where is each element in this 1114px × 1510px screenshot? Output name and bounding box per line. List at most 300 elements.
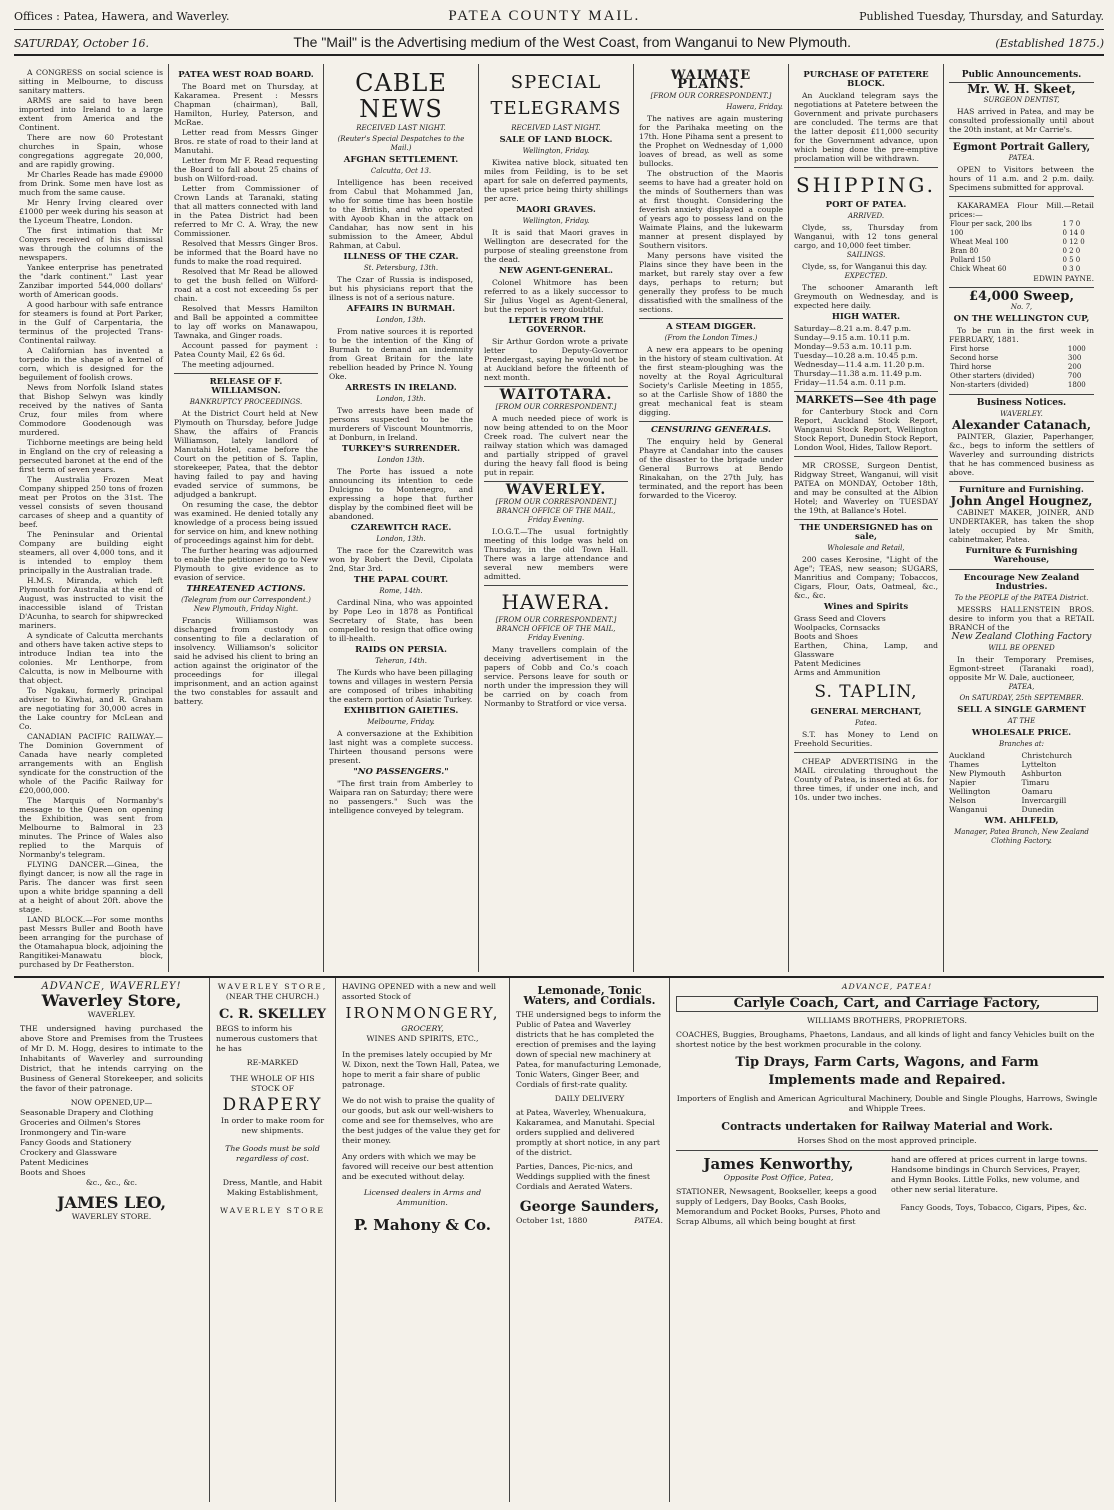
markets-heading: MARKETS—See 4th page [795,395,937,406]
advert-name: Waverley Store, [41,991,182,1010]
advert-text: In order to make room for new shipments. [220,1116,325,1135]
advert-wines: WINES AND SPIRITS, ETC., [366,1034,479,1043]
sell-at: AT THE [1007,717,1036,725]
divider [794,456,938,457]
lower-advertisements [14,976,1104,1502]
sweep-text: To be run in the first week in FEBRUARY, 1881. [949,326,1094,344]
cable-item-dateline: Calcutta, Oct 13. [370,167,432,175]
telegram-text: It is said that Maori graves in Wellington are desecrated for the purpose of stealing greenstone from the dead. [484,228,628,264]
offices-line: Offices : Patea, Hawera, and Waverley. [14,10,230,23]
advert-licensed: Licensed dealers in Arms and Ammunition. [363,1188,482,1207]
divider [949,138,1094,139]
branch-item: Napier [949,778,976,787]
column-cable-news [324,64,479,972]
news-brief: The Peninsular and Oriental Company are building eight steamers, all over 4,000 tons, and it is intended to employ them principally in the Australian trade. [19,530,163,575]
telegram-item [484,267,628,314]
table-row [949,238,1094,247]
table-cell: Bran 80 [950,247,979,255]
cable-item-heading: TURKEY'S SURRENDER. [341,444,461,454]
list-item: Fancy Goods and Stationery [20,1138,132,1147]
wholesale-label: Wholesale and Retail, [827,544,905,552]
cable-item-dateline: London, 13th. [376,395,426,403]
advert-text: Any orders with which we may be favored will receive our best attention and be executed without delay. [342,1152,494,1181]
article-paragraph: The obstruction of the Maoris seems to have had a greater hold on the minds of Southerners than was at first thought. Considering the feverish anxiety displayed a couple of years ago to possess land on the Waimate Plains, and the lukewarm manner at present displayed by Southern visitors. [639,169,783,250]
telegram-heading: MAORI GRAVES. [516,205,596,215]
cable-item [329,253,473,302]
waverley-text: I.O.G.T.—The usual fortnightly meeting of this lodge was held on Thursday, in the old Town Hall. There was a large attendance and several new members were admitted. [484,527,628,581]
advert-implements: Implements made and Repaired. [768,1073,1006,1088]
advert-text: STATIONER, Newsagent, Bookseller, keeps a good supply of Ledgers, Day Books, Cash Books, Memorandum and Pocket Books, Purses, Photo and Scrap Albums, all which being bought at first [676,1187,881,1226]
telegram-text: Colonel Whitmore has been referred to as a likely successor to Sir Julius Vogel as Agent-General, but the report is very doubtful. [484,278,628,314]
table-cell: 0 12 0 [1062,238,1085,246]
advert-address: Opposite Post Office, Patea, [723,1173,834,1182]
prize-table [949,345,1094,390]
article-paragraph: Letter read from Messrs Ginger Bros. re state of road to their land at Manutahi. [174,128,318,155]
advert-name: C. R. SKELLEY [218,1007,327,1022]
table-cell: 100 [950,229,964,237]
furniture-heading: Furniture and Furnishing. [959,485,1084,495]
news-brief: The Australia Frozen Meat Company shipped 250 tons of frozen meat per Protos on the 31st. The vessel consists of seven thousand carcases of sheep and a quantity of beef. [19,475,163,529]
cable-item-text: From native sources it is reported to be the intention of the King of Burmah to demand an indemnity from Great Britain for the late rebellion headed by Prince N. Young Oke. [329,327,473,381]
high-water-row: Tuesday—10.28 a.m. 10.45 p.m. [794,351,918,360]
cable-item [329,707,473,765]
cable-item-heading: ILLNESS OF THE CZAR. [343,252,459,262]
egmont-town: PATEA. [1008,154,1035,162]
waimate-heading: WAIMATE PLAINS. [670,68,752,92]
hallenstein-text: MESSRS HALLENSTEIN BROS. desire to inform you that a RETAIL BRANCH of the [949,605,1094,632]
opened-text: In their Temporary Premises, Egmont-street (Taranaki road), opposite Mr W. Dale, auctioneer, [949,655,1094,682]
shipping-heading: SHIPPING. [796,173,936,197]
advert-text: In the premises lately occupied by Mr W. Dixon, next the Town Hall, Patea, we hope to merit a fair share of public patronage. [342,1050,500,1089]
branch-item: Dunedin [1021,805,1055,814]
telegram-dateline: Wellington, Friday. [522,147,590,155]
table-cell: First horse [950,345,989,353]
divider [484,585,628,586]
ahlfeld-name: WM. AHLFELD, [984,816,1059,826]
table-cell: 0 5 0 [1062,256,1081,264]
table-cell: 700 [1067,372,1082,380]
cable-item-dateline: London 13th. [377,456,425,464]
column-shipping [789,64,944,972]
cheap-advertising: CHEAP ADVERTISING in the MAIL circulating throughout the County of Patea, is inserted at 6s. for three times, if under one inch, and 10s. under two inches. [794,757,938,802]
cable-item-text: The Porte has issued a note announcing its intention to cede Dulcigno to Montenegro, and expressing a hope that further display by the combined fleet will be abandoned. [329,467,473,521]
divider [794,752,938,753]
opened-town: PATEA, [1008,683,1035,691]
article-paragraph: Resolved that Messrs Ginger Bros. be informed that the Board have no funds to make the road required. [174,239,318,266]
list-item: Ironmongery and Tin-ware [20,1128,127,1137]
advert-text: at Patea, Waverley, Whenuakura, Kakaramea, and Manutahi. Special orders supplied and delivered promptly at short notice, in any part of the district. [516,1108,660,1157]
taplin-name: S. TAPLIN, [814,682,918,702]
advert-text: COACHES, Buggies, Broughams, Phaetons, Landaus, and all kinds of light and fancy Vehicles built on the shortest notice by the best workmen procurable in the colony. [676,1030,1095,1049]
warehouse-label: Furniture & Furnishing Warehouse, [965,546,1078,565]
advert-mahony [336,978,510,1502]
taplin-town: Patea. [855,719,877,727]
table-cell: Pollard 150 [950,256,991,264]
table-row [949,363,1094,372]
issue-date: SATURDAY, October 16. [14,37,149,50]
wholesale-price: WHOLESALE PRICE. [971,728,1072,738]
branch-list [949,751,1094,814]
table-row [949,247,1094,256]
table-cell: 0 3 0 [1062,265,1081,273]
news-brief: A CONGRESS on social science is sitting in Melbourne, to discuss sanitary matters. [19,68,163,95]
branch-item: Lyttelton [1021,760,1057,769]
waverley-heading: WAVERLEY. [505,482,607,498]
branch-item: Wanganui [949,805,988,814]
cable-item-text: A conversazione at the Exhibition last night was a complete success. Thirteen thousand persons were present. [329,729,473,765]
cable-item-dateline: Teheran, 14th. [375,657,427,665]
upper-columns [14,64,1104,972]
list-item: Arms and Ammunition [794,668,881,677]
advert-ironmongery: IRONMONGERY, [345,1004,500,1022]
cable-news-heading: CABLE NEWS [355,69,447,123]
port-heading: PORT OF PATEA. [825,200,907,210]
table-cell: 1000 [1067,345,1086,353]
skeet-text: HAS arrived in Patea, and may be consulted professionally until about the 20th instant, at Mr Carrie's. [949,107,1094,134]
cable-item-heading: THE PAPAL COURT. [353,575,449,585]
cable-item-dateline: Rome, 14th. [379,587,423,595]
arrived-text: Clyde, ss, Thursday from Wanganui, with 12 tons general cargo, and 10,000 feet timber. [794,223,938,250]
list-item: Grass Seed and Clovers [794,614,886,623]
article-paragraph: Letter from Commissioner of Crown Lands at Taranaki, stating that all matters connected with land in the Patea District had been referred to Mr C. A. Wray, the new Commissioner. [174,184,318,238]
censuring-heading: CENSURING GENERALS. [650,425,771,435]
sailings-text: Clyde, ss, for Wanganui this day. [802,262,928,271]
news-brief: The Marquis of Normanby's message to the Queen on opening the Exhibition, was sent from Melbourne to Balmoral in 23 minutes. The Prince of Wales also replied to the Marquis of Normanby's telegram. [19,796,163,859]
news-brief: LAND BLOCK.—For some months past Messrs Buller and Booth have been arranging for the purchase of the Otamahapua block, adjoining the Rangitikei-Manawatu block, purchased by Dr Featherston. [19,915,163,969]
special-telegrams-subheading: RECEIVED LAST NIGHT. [511,124,601,132]
advert-text: Importers of English and American Agricultural Machinery, Double and Single Ploughs, Harrows, Swingle and Whipple Trees. [676,1094,1098,1113]
skeet-name: Mr. W. H. Skeet, [967,82,1076,96]
article-heading: RELEASE OF F. WILLIAMSON. [209,377,283,396]
news-brief: A syndicate of Calcutta merchants and others have taken active steps to introduce Indian tea into the colonies. Mr Lenthorpe, from Calcutta, is now in Melbourne with that object. [19,631,163,685]
waverley-subheading: [FROM OUR CORRESPONDENT.] BRANCH OFFICE OF THE MAIL, Friday Evening. [495,498,617,524]
cable-item-heading: EXHIBITION GAIETIES. [343,706,459,716]
steam-digger-source: (From the London Times.) [664,334,758,342]
telegram-item [484,206,628,264]
subhead [14,34,1104,56]
cable-item [329,445,473,521]
waitotara-text: A much needed piece of work is now being attended to on the Moor Creek road. The culvert near the railway station which was damaged and partially stripped of gravel during the heavy fall flood is being put in repair. [484,414,628,477]
cable-item-text: Two arrests have been made of persons suspected to be the murderers of Viscount Mountmorris, at Donburn, in Ireland. [329,406,473,442]
news-brief: To Ngakau, formerly principal adviser to Kiwhai, and R. Graham are negotiating for 30,000 acres in the Lake country for McLean and Co. [19,686,163,731]
advert-daily: DAILY DELIVERY [554,1094,625,1103]
table-cell: 1800 [1067,381,1086,389]
sweep-heading: £4,000 Sweep, [968,289,1074,304]
cable-item-dateline: London, 13th. [376,535,426,543]
news-brief: FLYING DANCER.—Ginea, the flyingt dancer, is now all the rage in Paris. The dancer was first seen upon a white bridge spanning a dell at a height of about 20ft. above the stage. [19,860,163,914]
news-brief: H.M.S. Miranda, which left Plymouth for Australia at the end of August, was instructed to visit the inaccessible island of Tristan D'Acunha, to search for shipwrecked mariners. [19,576,163,630]
divider [949,394,1094,395]
branch-item: Oamaru [1021,787,1053,796]
advert-signature: JAMES LEO, [56,1193,167,1212]
kenworthy-advert [676,1155,1098,1227]
goods-text: 200 cases Kerosine, "Light of the Age"; TEAS, new season; SUGARS, Manritius and Company; Tobaccos, Cigars, Flour, Oats, Oatmeal, &c., &c., &c. [794,555,938,600]
hawera-text: Many travellers complain of the deceiving advertisement in the papers of Cobb and Co.'s coach service. Persons leave for south or north under the impression they will be carried on by coach from Normanby to Stratford or vice versa. [484,645,628,708]
divider [174,373,318,374]
advert-top: ADVANCE, PATEA! [841,982,933,991]
advert-top: ADVANCE, WAVERLEY! [41,981,182,992]
sweep-cup: ON THE WELLINGTON CUP, [953,314,1090,324]
advert-waverley-store [14,978,210,1502]
news-brief: News from Norfolk Island states that Bishop Selwyn was kindly received by the natives of Santa Cruz, four miles from where Commodore Goodenough was murdered. [19,383,163,437]
advert-contracts: Contracts undertaken for Railway Material and Work. [721,1120,1053,1133]
divider [639,421,783,422]
cable-news-subheading: RECEIVED LAST NIGHT. [356,124,446,132]
taplin-text: S.T. has Money to Lend on Freehold Securities. [794,730,938,748]
branches-label: Branches at: [999,740,1044,748]
cable-item-dateline: London, 13th. [376,316,426,324]
table-row [949,381,1094,390]
established-line: (Established 1875.) [995,37,1104,50]
high-water-row: Saturday—8.21 a.m. 8.47 p.m. [794,324,912,333]
kakaramea-heading: KAKARAMEA Flour Mill.—Retail prices:— [949,201,1094,219]
list-item: Crockery and Glassware [20,1148,117,1157]
waverley-label: WAVERLEY. [1000,410,1043,418]
cable-item-heading: AFGHAN SETTLEMENT. [343,155,459,165]
cable-item-text: Intelligence has been received from Cabul that Mohammed Jan, who for some time has been hostile to the British, and who operated with Ayoob Khan in the attack on Candahar, has now sent in his submission to the Ameer, Abdul Rahman, at Cabul. [329,178,473,250]
table-row [949,372,1094,381]
advert-date-row [516,1216,663,1226]
slogan: The "Mail" is the Advertising medium of the West Coast, from Wanganui to New Plymouth. [293,34,852,50]
table-cell: 0 2 0 [1062,247,1081,255]
news-brief: Tichborne meetings are being held in England on the cry of releasing a persecuted baronet at the end of the first term of seven years. [19,438,163,474]
factory-name: New Zealand Clothing Factory [951,632,1092,642]
table-cell: 0 14 0 [1062,229,1085,237]
cable-item-text: The race for the Czarewitch was won by Robert the Devil, Cipolata 2nd, Star 3rd. [329,546,473,573]
expected-text: The schooner Amaranth left Greymouth on Wednesday, and is expected here daily. [794,283,938,310]
list-item: Groceries and Oilmen's Stores [20,1118,141,1127]
hawera-subheading: [FROM OUR CORRESPONDENT.] BRANCH OFFICE OF THE MAIL, Friday Evening. [495,616,617,642]
undersigned-heading: THE UNDERSIGNED has on sale, [799,523,933,542]
advert-grocery: GROCERY, [401,1024,444,1033]
table-row [949,265,1094,274]
advert-drays: Tip Drays, Farm Carts, Wagons, and Farm [735,1055,1039,1070]
advert-town: WAVERLEY. [87,1010,136,1019]
table-cell: Third horse [950,363,992,371]
cable-item-dateline: St. Petersburg, 13th. [363,264,439,272]
advert-text: We do not wish to praise the quality of our goods, but ask our well-wishers to come and see for themselves, who are the best judges of the value they get for their money. [342,1096,501,1145]
article-paragraph: The meeting adjourned. [182,360,275,369]
branch-item: Thames [949,760,980,769]
advert-text: THE undersigned having purchased the above Store and Premises from the Trustees of Mr D. M. Hogg, desires to intimate to the Inhabitants of Waverley and surrounding District, that he intends carrying on the Business of General Storekeeper, and solicits the favor of their patronage. [20,1024,203,1093]
column-special-telegrams [479,64,634,972]
catanach-name: Alexander Catanach, [951,418,1092,432]
table-cell: Other starters (divided) [950,372,1035,380]
telegram-heading: NEW AGENT-GENERAL. [499,266,613,276]
table-cell: Non-starters (divided) [950,381,1029,389]
branch-item: Auckland [949,751,985,760]
telegram-heading: SALE OF LAND BLOCK. [499,135,613,145]
divider [949,196,1094,197]
branch-item: Timaru [1021,778,1050,787]
advert-heading: Lemonade, Tonic Waters, and Cordials. [523,984,656,1007]
advert-text: THE undersigned begs to inform the Public of Patea and Waverley districts that he has completed the erection of premises and the laying down of special new machinery at Patea, for manufacturing Lemonade, Tonic Waters, Ginger Beer, and Cordials of first-rate quality. [516,1010,662,1089]
encourage-heading: Encourage New Zealand Industries. [963,573,1080,592]
business-notices-heading: Business Notices. [976,398,1067,408]
cable-item-text: The Czar of Russia is indisposed, but his physicians report that the illness is not of a serious nature. [329,275,473,302]
kenworthy-right [891,1155,1096,1227]
high-water-row: Wednesday—11.4 a.m. 11.20 p.m. [794,360,925,369]
list-item: Patent Medicines [794,659,861,668]
advert-signature: George Saunders, [519,1199,660,1215]
cable-item [329,384,473,442]
article-paragraph: The Board met on Thursday, at Kakaramea. Present : Messrs Chapman (chairman), Ball, Hamilton, Hurley, Paterson, and McRae. [174,82,318,127]
list-item: Boots and Shoes [20,1168,86,1177]
news-brief: Mr Charles Reade has made £9000 from Drink. Some men have lost as much from the same cause. [19,170,163,197]
table-row [949,256,1094,265]
advert-sold: The Goods must be sold regardless of cost. [225,1144,320,1163]
advert-date: October 1st, 1880 [516,1216,588,1225]
telegram-heading: LETTER FROM THE GOVERNOR. [508,316,604,335]
patetere-heading: PURCHASE OF PATETERE BLOCK. [803,70,929,89]
table-cell: 200 [1067,363,1082,371]
waitotara-heading: WAITOTARA. [499,387,613,403]
sell-line: SELL A SINGLE GARMENT [957,705,1086,715]
news-brief: ARMS are said to have been imported into Ireland to a large extent from America and the Continent. [19,96,163,132]
news-brief: The first intimation that Mr Conyers received of his dismissal was through the columns of the newspapers. [19,226,163,262]
special-telegrams-heading: SPECIAL TELEGRAMS [490,72,622,119]
cable-item [329,305,473,381]
high-water-row: Thursday—11.38 a.m. 11.49 p.m. [794,369,922,378]
advert-heading: Carlyle Coach, Cart, and Carriage Factory, [676,996,1098,1012]
article-heading: THREATENED ACTIONS. [186,584,306,594]
arrived-label: ARRIVED. [847,212,885,220]
kenworthy-left [676,1155,881,1227]
hawera-heading: HAWERA. [501,590,611,614]
branch-item: Christchurch [1021,751,1073,760]
crosse-advert: MR CROSSE, Surgeon Dentist, Ridgway Street, Wanganui, will visit PATEA on MONDAY, October 18th, and may be consulted at the Albion Hotel; and Waverley on TUESDAY the 19th, at Ballance's Hotel. [794,461,938,515]
newspaper-title: PATEA COUNTY MAIL. [448,8,641,24]
high-water-row: Sunday—9.15 a.m. 10.11 p.m. [794,333,910,342]
ahlfeld-title: Manager, Patea Branch, New Zealand Clothing Factory. [954,828,1089,845]
advert-etc: &c., &c., &c. [85,1178,138,1187]
markets-text: for Canterbury Stock and Corn Report, Auckland Stock Report, Wanganui Stock Report, Wellington Stock Report, Dunedin Stock Report, London Wool, Hides, Tallow Report. [794,407,938,452]
news-brief: A Californian has invented a torpedo in the shape of a kernel of corn, which is designed for the beguilement of foolish crows. [19,346,163,382]
hougnez-text: CABINET MAKER, JOINER, AND UNDERTAKER, has taken the shop lately occupied by Mr Smith, cabinetmaker, Patea. [949,508,1094,544]
table-row [949,354,1094,363]
skeet-title: SURGEON DENTIST, [983,96,1060,104]
egmont-text: OPEN to Visitors between the hours of 11 a.m. and 2 p.m. daily. Specimens submitted for approval. [949,165,1094,192]
article-paragraph: A new era appears to be opening in the history of steam cultivation. At the first steam-ploughing was the novelty at the Royal Agricultural Society's Carlisle Meeting in 1855, so at the Carlisle Show of 1880 the great mechanical feat is steam digging. [639,345,783,417]
advert-remarked: RE-MARKED [246,1058,299,1067]
sweep-number: No. 7, [1010,303,1033,311]
advert-williams-kenworthy [670,978,1104,1502]
advert-near: (NEAR THE CHURCH.) [225,992,320,1001]
table-cell: Wheat Meal 100 [950,238,1009,246]
hougnez-name: John Angel Hougnez, [950,494,1093,508]
cable-item-heading: RAIDS ON PERSIA. [355,645,447,655]
table-row [949,220,1094,229]
table-cell: Flour per sack, 200 lbs [950,220,1032,228]
news-brief: Yankee enterprise has penetrated the "dark continent." Last year Zanzibar imported 544,000 dollars' worth of American goods. [19,263,163,299]
article-subheading: (Telegram from our Correspondent.) New Plymouth, Friday Night. [181,596,311,613]
list-item: Boots and Shoes [794,632,858,641]
payne-signature: EDWIN PAYNE. [1033,274,1094,283]
steam-digger-heading: A STEAM DIGGER. [666,322,756,332]
advert-top: WAVERLEY STORE, [217,982,328,991]
waimate-dateline: Hawera, Friday. [726,103,783,111]
advert-name: James Kenworthy, [703,1155,854,1173]
advert-signature: WAVERLEY STORE [219,1206,326,1215]
telegram-text: Sir Arthur Gordon wrote a private letter to Deputy-Governor Prendergast, saying he would not be at Auckland before the fifteenth of next month. [484,337,628,382]
advert-owner: WILLIAMS BROTHERS, PROPRIETORS. [807,1016,967,1025]
article-paragraph: Account passed for payment : Patea County Mail, £2 6s 6d. [174,341,318,359]
list-item: Woolpacks, Cornsacks [794,623,880,632]
cable-item-heading: "NO PASSENGERS." [353,767,449,777]
expected-label: EXPECTED. [844,272,888,280]
cable-item-heading: CZAREWITCH RACE. [350,523,452,533]
advert-dress: Dress, Mantle, and Habit Making Establishment, [222,1178,323,1197]
opened-label: WILL BE OPENED [988,644,1055,652]
column-news-briefs [14,64,169,972]
branch-item: Nelson [949,796,976,805]
article-subheading: BANKRUPTCY PROCEEDINGS. [189,398,303,406]
cable-news-source: (Reuter's Special Despatches to the Mail.) [337,135,465,152]
advert-signature-store: WAVERLEY STORE. [71,1212,152,1221]
branch-item: Ashburton [1021,769,1062,778]
divider [949,287,1094,288]
article-paragraph: The further hearing was adjourned to enable the petitioner to go to New Plymouth to give evidence as to evasion of service. [174,546,318,582]
waimate-subheading: [FROM OUR CORRESPONDENT.] [650,92,772,100]
advert-text: HAVING OPENED with a new and well assorted Stock of [342,982,496,1001]
cable-item [329,156,473,250]
advert-fancy: Fancy Goods, Toys, Tobacco, Cigars, Pipes, &c. [900,1203,1087,1212]
article-paragraph: The enquiry held by General Phayre at Candahar into the causes of the disaster to the brigade under General Burrows at Bendo Rinakahan, on the 27th July, has terminated, and the report has been forwarded to the Viceroy. [639,437,783,500]
column-announcements [944,64,1099,972]
news-brief: CANADIAN PACIFIC RAILWAY.—The Dominion Government of Canada have nearly completed arrangements with an English syndicate for the construction of the whole of the Pacific Railway for £20,000,000. [19,732,163,795]
cable-item-heading: AFFAIRS IN BURMAH. [346,304,456,314]
column-waimate-plains [634,64,789,972]
telegram-item [484,136,628,203]
table-row [949,345,1094,354]
advert-horses: Horses Shod on the most approved principle. [797,1136,977,1145]
article-paragraph: Many persons have visited the Plains since they have been in the market, but rarely stay over a few days, perhaps to return; but generally they profess to be much dissatisfied with the smallness of the sections. [639,251,783,314]
patetere-text: An Auckland telegram says the negotiations at Patetere between the Government and private purchasers are concluded. The terms are that the latter deposit £11,000 security for the Government advance, upon which being done the pre-emptive proclamation will be withdrawn. [794,91,938,163]
cable-item-heading: ARRESTS IN IRELAND. [345,383,457,393]
cable-item-text: "The first train from Amberley to Waipara ran on Saturday; there were no passengers." Such was the intelligence conveyed by telegram. [329,779,473,815]
advert-text: hand are offered at prices current in large towns. Handsome bindings in Church Services, Prayer, and Hymn Books. Little Folks, new volume, and other new serial literature. [891,1155,1088,1194]
list-item: Earthen, China, Lamp, and Glassware [794,641,938,659]
divider [794,519,938,520]
opened-date: On SATURDAY, 25th SEPTEMBER. [959,694,1084,702]
article-paragraph: Letter from Mr F. Read requesting the Board to fall about 25 chains of bush on Wilford-road. [174,156,318,183]
article-paragraph: Resolved that Messrs Hamilton and Ball be appointed a committee to lay off works on Manawapou, Tawnaka, and Ginger roads. [174,304,318,340]
article-paragraph: The natives are again mustering for the Parihaka meeting on the 17th. Hone Pihama sent a present to the Prophet on Wednesday of 1,000 loaves of bread, as well as some bullocks. [639,114,783,168]
news-brief: There are now 60 Protestant churches in Spain, whose congregations aggregate 20,000, and are rapidly growing. [19,133,163,169]
cable-item [329,576,473,643]
branch-item: New Plymouth [949,769,1006,778]
announcements-heading: Public Announcements. [949,71,1094,83]
catanach-text: PAINTER, Glazier, Paperhanger, &c., begs to inform the settlers of Waverley and surrounding districts that he has commenced business as above. [949,432,1094,477]
divider [676,1150,1098,1151]
high-water-heading: HIGH WATER. [831,312,901,322]
advert-skelley [210,978,336,1502]
list-item: Patent Medicines [20,1158,89,1167]
list-item: Seasonable Drapery and Clothing [20,1108,154,1117]
cable-item [329,646,473,704]
branch-item: Wellington [949,787,991,796]
cable-item-text: Cardinal Nina, who was appointed by Pope Leo in 1878 as Pontifical Secretary of State, has been compelled to resign that office owing to ill-health. [329,598,473,643]
divider [949,569,1094,570]
telegram-dateline: Wellington, Friday. [522,217,590,225]
advert-whole: THE WHOLE OF HIS STOCK OF [230,1074,315,1093]
cable-item-text: The Kurds who have been pillaging towns and villages in western Persia are composed of tribes inhabiting the eastern portion of Asiatic Turkey. [329,668,473,704]
news-brief: Mr Henry Irving cleared over £1000 per week during his season at the Lyceum Theatre, London. [19,198,163,225]
advert-signature: P. Mahony & Co. [354,1216,491,1234]
advert-now-opened: NOW OPENED,UP— [70,1098,153,1107]
news-brief: A good harbour with safe entrance for steamers is found at Port Parker, in the Gulf of Carpentaria, the terminus of the projected Trans-Continental railway. [19,300,163,345]
sailings-label: SAILINGS. [846,251,886,259]
